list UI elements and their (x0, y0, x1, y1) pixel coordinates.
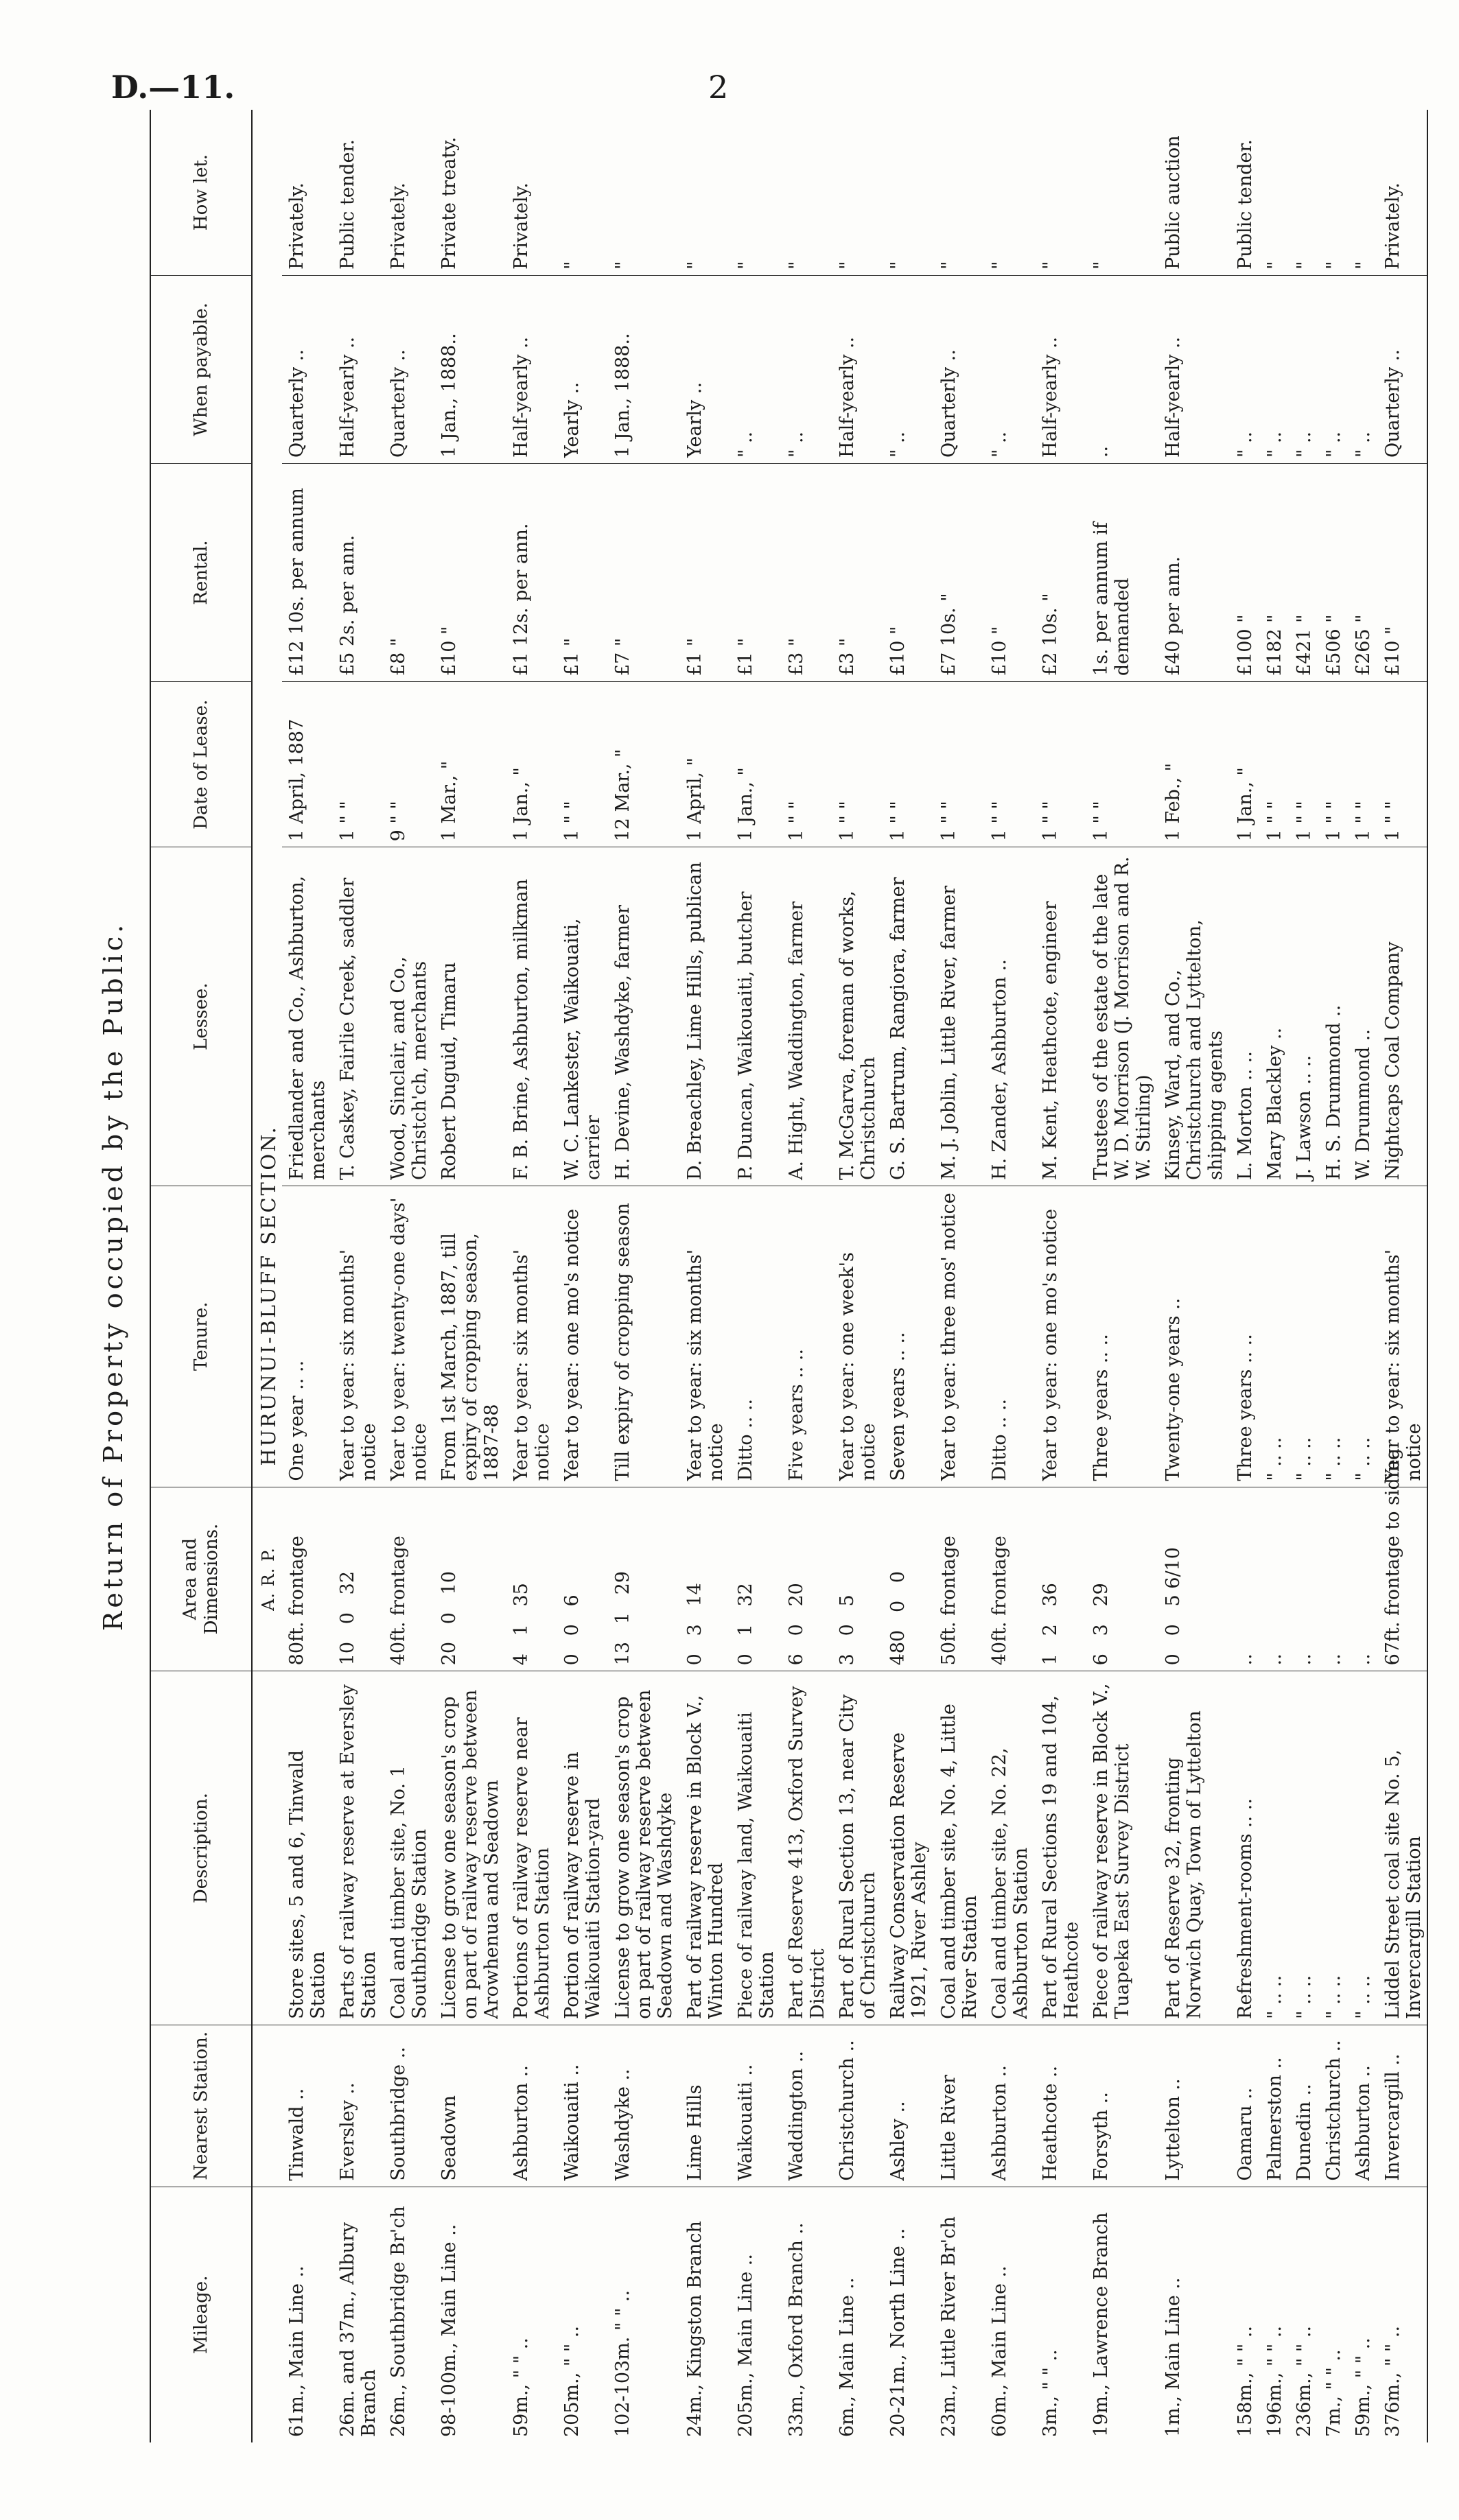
cell-how-let: " (932, 110, 983, 275)
cell-when-payable: Half-yearly .. (1034, 275, 1084, 463)
cell-nearest-station: Ashley .. (881, 2025, 932, 2187)
cell-when-payable: Yearly .. (555, 275, 606, 463)
cell-nearest-station: Dunedin .. (1287, 2025, 1317, 2187)
cell-description: Railway Conservation Reserve 1921, River Ashley (881, 1671, 932, 2025)
cell-area: 0 3 14 (678, 1487, 729, 1671)
cell-mileage: 61m., Main Line .. (286, 2265, 307, 2437)
cell-lessee: H. Zander, Ashburton .. (983, 847, 1034, 1186)
cell-lessee: M. Kent, Heathcote, engineer (1034, 847, 1084, 1186)
cell-when-payable: Half-yearly .. (331, 275, 382, 463)
cell-description: Part of Reserve 32, fronting Norwich Quay, Town of Lyttelton (1156, 1671, 1228, 2025)
cell-area: 10 0 32 (331, 1487, 382, 1671)
col-nearest-station: Nearest Station. (150, 2025, 252, 2187)
cell-lessee: M. J. Joblin, Little River, farmer (932, 847, 983, 1186)
cell-when-payable: .. (1084, 275, 1156, 463)
cell-date-of-lease: 1 " " (1346, 682, 1376, 847)
cell-description: " .. .. (1287, 1671, 1317, 2025)
cell-mileage: 1m., Main Line .. (1163, 2277, 1184, 2437)
cell-lessee: Robert Duguid, Timaru (432, 847, 504, 1186)
cell-nearest-station: Little River (932, 2025, 983, 2187)
cell-area: 0 0 6 (555, 1487, 606, 1671)
cell-when-payable: Yearly .. (678, 275, 729, 463)
cell-description: Parts of railway reserve at Eversley Station (331, 1671, 382, 2025)
cell-description: Piece of railway reserve in Block V., Tuapeka East Survey District (1084, 1671, 1156, 2025)
cell-lessee: W. Drummond .. (1346, 847, 1376, 1186)
cell-date-of-lease: 1 " " (1034, 682, 1084, 847)
cell-date-of-lease: 1 " " (932, 682, 983, 847)
cell-lessee: D. Breachley, Lime Hills, publican (678, 847, 729, 1186)
cell-when-payable: " .. (1287, 275, 1317, 463)
cell-date-of-lease: 1 " " (830, 682, 881, 847)
cell-mileage: 19m., Lawrence Branch (1090, 2212, 1112, 2437)
cell-when-payable: " .. (1228, 275, 1258, 463)
cell-area: 20 0 10 (432, 1487, 504, 1671)
cell-mileage: 33m., Oxford Branch .. (786, 2222, 807, 2437)
cell-how-let: " (1346, 110, 1376, 275)
cell-area: .. (1317, 1487, 1346, 1671)
cell-nearest-station: Ashburton .. (504, 2025, 555, 2187)
cell-how-let: " (881, 110, 932, 275)
cell-mileage: 376m., " " .. (1376, 2187, 1427, 2442)
document-reference: D.—11. (111, 69, 235, 106)
cell-lessee: Nightcaps Coal Company (1376, 847, 1427, 1186)
cell-area: 1 2 36 (1034, 1487, 1084, 1671)
cell-lessee: F. B. Brine, Ashburton, milkman (504, 847, 555, 1186)
cell-nearest-station: Waikouaiti .. (729, 2025, 780, 2187)
cell-lessee: A. Hight, Waddington, farmer (780, 847, 830, 1186)
rotated-table-page (82, 110, 1425, 2442)
cell-area: 40ft. frontage (983, 1487, 1034, 1671)
cell-rental: £7 10s. " (932, 464, 983, 682)
cell-mileage: 24m., Kingston Branch (684, 2221, 705, 2437)
cell-when-payable: " .. (1317, 275, 1346, 463)
cell-rental: £10 " (881, 464, 932, 682)
cell-tenure: Twenty-one years .. (1156, 1186, 1228, 1487)
cell-when-payable: " .. (729, 275, 780, 463)
cell-mileage: 7m., " " .. (1323, 2349, 1344, 2437)
cell-description: Part of Rural Sections 19 and 104, Heathcote (1034, 1671, 1084, 2025)
cell-nearest-station: Lyttelton .. (1156, 2025, 1228, 2187)
cell-mileage: 20-21m., North Line .. (887, 2228, 909, 2437)
table-row (432, 110, 504, 2442)
table-row (1317, 110, 1346, 2442)
cell-lessee: T. McGarva, foreman of works, Christchurch (830, 847, 881, 1186)
cell-when-payable: 1 Jan., 1888.. (606, 275, 678, 463)
cell-how-let: Public tender. (1228, 110, 1258, 275)
cell-nearest-station: Washdyke .. (606, 2025, 678, 2187)
cell-area: .. (1346, 1487, 1376, 1671)
cell-description: Liddel Street coal site No. 5, Invercargill Station (1376, 1671, 1427, 2025)
cell-date-of-lease: 1 " " (1317, 682, 1346, 847)
table-row (331, 110, 382, 2442)
cell-rental: £1 " (729, 464, 780, 682)
cell-description: Refreshment-rooms .. .. (1228, 1671, 1258, 2025)
cell-area: 0 1 32 (729, 1487, 780, 1671)
cell-rental: £3 " (780, 464, 830, 682)
cell-nearest-station: Waikouaiti .. (555, 2025, 606, 2187)
cell-when-payable: " .. (983, 275, 1034, 463)
cell-how-let: " (678, 110, 729, 275)
cell-when-payable: " .. (780, 275, 830, 463)
table-row (382, 110, 432, 2442)
cell-mileage: 26m., Southbridge Br'ch (388, 2206, 409, 2437)
cell-rental: £12 10s. per annum (282, 464, 331, 682)
cell-when-payable: " .. (881, 275, 932, 463)
cell-tenure: " .. .. (1287, 1186, 1317, 1487)
cell-nearest-station: Christchurch .. (1317, 2025, 1346, 2187)
area-units: A. R. P. (252, 1487, 282, 1671)
cell-area: .. (1287, 1487, 1317, 1671)
cell-when-payable: Quarterly .. (932, 275, 983, 463)
cell-rental: £1 " (555, 464, 606, 682)
cell-how-let: " (1317, 110, 1346, 275)
cell-how-let: Public auction (1156, 110, 1228, 275)
cell-lessee: W. C. Lankester, Waikouaiti, carrier (555, 847, 606, 1186)
table-row (1034, 110, 1084, 2442)
cell-lessee: P. Duncan, Waikouaiti, butcher (729, 847, 780, 1186)
cell-date-of-lease: 9 " " (382, 682, 432, 847)
cell-nearest-station: Waddington .. (780, 2025, 830, 2187)
cell-date-of-lease: 1 " " (1287, 682, 1317, 847)
cell-area: 67ft. frontage to siding (1376, 1487, 1427, 1671)
cell-description: Part of Rural Section 13, near City of Christchurch (830, 1671, 881, 2025)
cell-how-let: Public tender. (331, 110, 382, 275)
cell-tenure: Seven years .. .. (881, 1186, 932, 1487)
cell-date-of-lease: 1 " " (1258, 682, 1287, 847)
cell-mileage: 59m., " " .. (1353, 2338, 1374, 2437)
cell-date-of-lease: 1 " " (1084, 682, 1156, 847)
cell-rental: £10 " (983, 464, 1034, 682)
col-lessee: Lessee. (150, 847, 252, 1186)
cell-rental: £421 " (1287, 464, 1317, 682)
cell-when-payable: Half-yearly .. (830, 275, 881, 463)
cell-nearest-station: Ashburton .. (1346, 2025, 1376, 2187)
cell-mileage: 6m., Main Line .. (837, 2277, 858, 2437)
cell-rental: £2 10s. " (1034, 464, 1084, 682)
col-description: Description. (150, 1671, 252, 2025)
cell-description: " .. .. (1317, 1671, 1346, 2025)
cell-area: 0 0 5 6/10 (1156, 1487, 1228, 1671)
cell-area: 40ft. frontage (382, 1487, 432, 1671)
cell-mileage: 236m., " " .. (1294, 2325, 1315, 2437)
cell-description: " .. .. (1258, 1671, 1287, 2025)
cell-date-of-lease: 1 Feb., " (1156, 682, 1228, 847)
cell-tenure: Till expiry of cropping season (606, 1186, 678, 1487)
table-row (1084, 110, 1156, 2442)
cell-how-let: Privately. (382, 110, 432, 275)
header-row (150, 110, 252, 2442)
cell-when-payable: Half-yearly .. (504, 275, 555, 463)
cell-lessee: Kinsey, Ward, and Co., Christchurch and Lyttelton, shipping agents (1156, 847, 1228, 1186)
cell-nearest-station: Southbridge .. (382, 2025, 432, 2187)
cell-mileage: 26m. and 37m., Albury Branch (337, 2222, 380, 2437)
cell-area: 4 1 35 (504, 1487, 555, 1671)
cell-area: .. (1258, 1487, 1287, 1671)
cell-date-of-lease: 1 April, " (678, 682, 729, 847)
cell-how-let: " (729, 110, 780, 275)
cell-tenure: Year to year: six months' notice (678, 1186, 729, 1487)
cell-tenure: Year to year: six months' notice (504, 1186, 555, 1487)
cell-tenure: " .. .. (1258, 1186, 1287, 1487)
cell-area: 50ft. frontage (932, 1487, 983, 1671)
table-row (606, 110, 678, 2442)
cell-description: Part of railway reserve in Block V., Winton Hundred (678, 1671, 729, 2025)
col-rental: Rental. (150, 464, 252, 682)
cell-when-payable: " .. (1346, 275, 1376, 463)
section-spacer-left (252, 2187, 282, 2442)
col-area: Area and Dimensions. (150, 1487, 252, 1671)
cell-tenure: Ditto .. .. (729, 1186, 780, 1487)
cell-lessee: T. Caskey, Fairlie Creek, saddler (331, 847, 382, 1186)
cell-date-of-lease: 1 Mar., " (432, 682, 504, 847)
table-body (252, 110, 1427, 2442)
table-row (830, 110, 881, 2442)
cell-tenure: Year to year: twenty-one days' notice (382, 1186, 432, 1487)
cell-nearest-station: Seadown (432, 2025, 504, 2187)
cell-how-let: " (555, 110, 606, 275)
cell-nearest-station: Palmerston .. (1258, 2025, 1287, 2187)
cell-tenure: Five years .. .. (780, 1186, 830, 1487)
cell-how-let: " (1084, 110, 1156, 275)
table-row (1258, 110, 1287, 2442)
section-spacer-left-3 (252, 1671, 282, 2025)
cell-date-of-lease: 1 Jan., " (504, 682, 555, 847)
property-return-table (150, 110, 1428, 2442)
table-row (1287, 110, 1317, 2442)
cell-description: Coal and timber site, No. 1 Southbridge Station (382, 1671, 432, 2025)
cell-lessee: J. Lawson .. .. (1287, 847, 1317, 1186)
cell-rental: £1 12s. per ann. (504, 464, 555, 682)
cell-mileage: 3m., " " .. (1040, 2349, 1061, 2437)
cell-tenure: Year to year: six months' notice (331, 1186, 382, 1487)
cell-rental: 1s. per annum if demanded (1084, 464, 1156, 682)
cell-lessee: Wood, Sinclair, and Co., Christch'ch, merchants (382, 847, 432, 1186)
cell-date-of-lease: 1 Jan., " (1228, 682, 1258, 847)
cell-when-payable: Quarterly .. (382, 275, 432, 463)
cell-description: Coal and timber site, No. 22, Ashburton Station (983, 1671, 1034, 2025)
table-row (678, 110, 729, 2442)
cell-when-payable: Quarterly .. (282, 275, 331, 463)
table-row (1376, 110, 1427, 2442)
cell-nearest-station: Lime Hills (678, 2025, 729, 2187)
cell-tenure: One year .. .. (282, 1186, 331, 1487)
cell-area: 3 0 5 (830, 1487, 881, 1671)
cell-date-of-lease: 1 " " (983, 682, 1034, 847)
cell-mileage: 23m., Little River Br'ch (938, 2216, 959, 2437)
cell-lessee: G. S. Bartrum, Rangiora, farmer (881, 847, 932, 1186)
cell-lessee: L. Morton .. .. (1228, 847, 1258, 1186)
cell-lessee: Mary Blackley .. (1258, 847, 1287, 1186)
col-mileage: Mileage. (150, 2187, 252, 2442)
cell-how-let: " (1258, 110, 1287, 275)
cell-tenure: Year to year: six months' notice (1376, 1186, 1427, 1487)
cell-how-let: " (983, 110, 1034, 275)
cell-when-payable: " .. (1258, 275, 1287, 463)
col-when-payable: When payable. (150, 275, 252, 463)
cell-mileage: 205m., " " .. (561, 2325, 583, 2437)
return-title: Return of Property occupied by the Public. (98, 921, 128, 1632)
cell-description: " .. .. (1346, 1671, 1376, 2025)
cell-lessee: Trustees of the estate of the late W. D. Morrison (J. Morrison and R. W. Stirling) (1084, 847, 1156, 1186)
cell-lessee: H. Devine, Washdyke, farmer (606, 847, 678, 1186)
cell-description: Portions of railway reserve near Ashburton Station (504, 1671, 555, 2025)
cell-area: 6 0 20 (780, 1487, 830, 1671)
cell-how-let: " (1034, 110, 1084, 275)
cell-how-let: " (830, 110, 881, 275)
cell-nearest-station: Oamaru .. (1228, 2025, 1258, 2187)
table-row (1156, 110, 1228, 2442)
cell-area: .. (1228, 1487, 1258, 1671)
cell-lessee: H. S. Drummond .. (1317, 847, 1346, 1186)
cell-mileage: 59m., " " .. (511, 2338, 532, 2437)
cell-date-of-lease: 1 " " (331, 682, 382, 847)
cell-nearest-station: Tinwald .. (282, 2025, 331, 2187)
table-row (555, 110, 606, 2442)
cell-when-payable: 1 Jan., 1888.. (432, 275, 504, 463)
cell-area: 6 3 29 (1084, 1487, 1156, 1671)
cell-tenure: " .. .. (1346, 1186, 1376, 1487)
cell-rental: £40 per ann. (1156, 464, 1228, 682)
cell-description: Piece of railway land, Waikouaiti Station (729, 1671, 780, 2025)
col-date-of-lease: Date of Lease. (150, 682, 252, 847)
cell-how-let: " (780, 110, 830, 275)
cell-tenure: From 1st March, 1887, till expiry of cropping season, 1887-88 (432, 1186, 504, 1487)
section-title: HURUNUI-BLUFF SECTION. (252, 110, 282, 1487)
cell-rental: £10 " (432, 464, 504, 682)
cell-tenure: " .. .. (1317, 1186, 1346, 1487)
col-tenure: Tenure. (150, 1186, 252, 1487)
cell-nearest-station: Christchurch .. (830, 2025, 881, 2187)
cell-date-of-lease: 1 " " (780, 682, 830, 847)
cell-date-of-lease: 1 " " (881, 682, 932, 847)
table-row (881, 110, 932, 2442)
cell-nearest-station: Invercargill .. (1376, 2025, 1427, 2187)
cell-mileage: 102-103m. " " .. (612, 2289, 633, 2437)
cell-when-payable: Quarterly .. (1376, 275, 1427, 463)
cell-tenure: Year to year: one mo's notice (1034, 1186, 1084, 1487)
cell-date-of-lease: 1 " " (555, 682, 606, 847)
cell-rental: £5 2s. per ann. (331, 464, 382, 682)
cell-description: Store sites, 5 and 6, Tinwald Station (282, 1671, 331, 2025)
cell-when-payable: Half-yearly .. (1156, 275, 1228, 463)
cell-nearest-station: Heathcote .. (1034, 2025, 1084, 2187)
cell-date-of-lease: 1 " " (1376, 682, 1427, 847)
cell-mileage: 60m., Main Line .. (989, 2265, 1010, 2437)
cell-rental: £10 " (1376, 464, 1427, 682)
cell-how-let: Privately. (282, 110, 331, 275)
cell-rental: £100 " (1228, 464, 1258, 682)
table-row (932, 110, 983, 2442)
cell-tenure: Three years .. .. (1084, 1186, 1156, 1487)
cell-tenure: Year to year: one week's notice (830, 1186, 881, 1487)
table-row (504, 110, 555, 2442)
cell-area: 480 0 0 (881, 1487, 932, 1671)
cell-area: 13 1 29 (606, 1487, 678, 1671)
cell-description: License to grow one season's crop on part of railway reserve between Seadown and Washdyke (606, 1671, 678, 2025)
cell-how-let: Privately. (1376, 110, 1427, 275)
cell-nearest-station: Forsyth .. (1084, 2025, 1156, 2187)
cell-mileage: 98-100m., Main Line .. (439, 2224, 460, 2437)
cell-date-of-lease: 1 Jan., " (729, 682, 780, 847)
cell-rental: £3 " (830, 464, 881, 682)
cell-how-let: " (606, 110, 678, 275)
cell-description: Coal and timber site, No. 4, Little River Station (932, 1671, 983, 2025)
section-row (252, 110, 282, 2442)
section-spacer-left-2 (252, 2025, 282, 2187)
cell-date-of-lease: 12 Mar., " (606, 682, 678, 847)
cell-rental: £1 " (678, 464, 729, 682)
cell-rental: £7 " (606, 464, 678, 682)
table-row (983, 110, 1034, 2442)
cell-tenure: Three years .. .. (1228, 1186, 1258, 1487)
cell-rental: £506 " (1317, 464, 1346, 682)
cell-tenure: Ditto .. .. (983, 1186, 1034, 1487)
cell-nearest-station: Ashburton .. (983, 2025, 1034, 2187)
cell-mileage: 158m., " " .. (1235, 2325, 1256, 2437)
cell-description: Part of Reserve 413, Oxford Survey District (780, 1671, 830, 2025)
cell-mileage: 196m., " " .. (1264, 2325, 1285, 2437)
table-row (780, 110, 830, 2442)
cell-tenure: Year to year: one mo's notice (555, 1186, 606, 1487)
table-row (1346, 110, 1376, 2442)
cell-rental: £8 " (382, 464, 432, 682)
cell-description: Portion of railway reserve in Waikouaiti Station-yard (555, 1671, 606, 2025)
cell-how-let: Private treaty. (432, 110, 504, 275)
col-how-let: How let. (150, 110, 252, 275)
cell-mileage: 205m., Main Line .. (735, 2254, 756, 2437)
cell-lessee: Friedlander and Co., Ashburton, merchants (282, 847, 331, 1186)
cell-date-of-lease: 1 April, 1887 (282, 682, 331, 847)
cell-rental: £265 " (1346, 464, 1376, 682)
cell-area: 80ft. frontage (282, 1487, 331, 1671)
table-row (729, 110, 780, 2442)
page-number: 2 (708, 69, 729, 106)
cell-description: License to grow one season's crop on part of railway reserve between Arowhenua and Seadown (432, 1671, 504, 2025)
cell-rental: £182 " (1258, 464, 1287, 682)
table-row (282, 110, 331, 2442)
cell-nearest-station: Eversley .. (331, 2025, 382, 2187)
cell-how-let: Privately. (504, 110, 555, 275)
cell-tenure: Year to year: three mos' notice (932, 1186, 983, 1487)
cell-how-let: " (1287, 110, 1317, 275)
table-row (1228, 110, 1258, 2442)
